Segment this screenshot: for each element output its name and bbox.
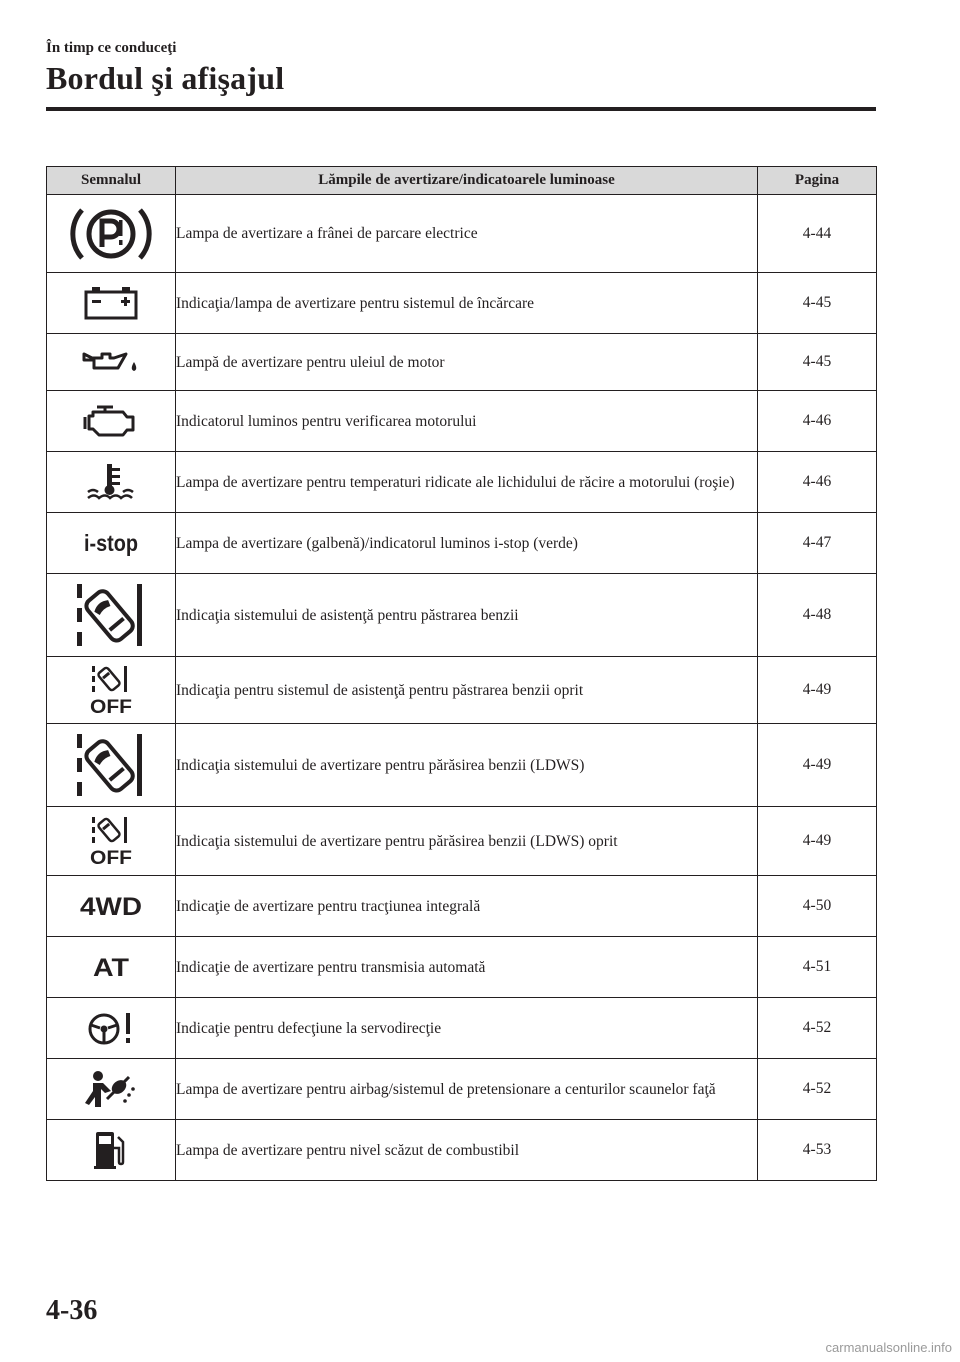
table-row (47, 574, 877, 657)
table-row (47, 452, 877, 513)
off-label: OFF (90, 848, 132, 868)
page-cell: 4-50 (758, 876, 877, 937)
page-cell: 4-46 (758, 391, 877, 452)
description-cell: Indicaţia sistemului de asistenţă pentru păstrarea benzii (176, 574, 758, 657)
i-stop-label: i-stop (84, 530, 138, 556)
signal-cell (47, 391, 176, 452)
table-row (47, 273, 877, 334)
off-label: OFF (90, 697, 132, 717)
signal-cell (47, 937, 176, 998)
page-cell: 4-45 (758, 273, 877, 334)
page-cell: 4-51 (758, 937, 877, 998)
page-number: 4-36 (46, 1295, 98, 1326)
table-row (47, 657, 877, 724)
battery-icon (84, 286, 138, 320)
table-header-row (47, 167, 877, 195)
4wd-label: 4WD (80, 893, 142, 921)
table-row (47, 1120, 877, 1181)
signal-cell (47, 724, 176, 807)
column-header-signal: Semnalul (47, 167, 176, 195)
column-header-description: Lămpile de avertizare/indicatoarele luminoase (176, 167, 758, 195)
description-cell: Lampa de avertizare pentru temperaturi ridicate ale lichidului de răcire a motorului (roşie) (176, 452, 758, 513)
description-cell: Lampă de avertizare pentru uleiul de motor (176, 334, 758, 391)
table-row (47, 998, 877, 1059)
warning-lights-table (46, 166, 877, 1181)
airbag-icon (85, 1069, 137, 1109)
lane-keep-assist-icon (71, 580, 151, 650)
electric-parking-brake-icon (69, 201, 153, 267)
table-row (47, 937, 877, 998)
signal-cell (47, 513, 176, 574)
page-cell: 4-49 (758, 807, 877, 876)
table-row (47, 391, 877, 452)
column-header-page: Pagina (758, 167, 877, 195)
signal-cell (47, 998, 176, 1059)
page-cell: 4-46 (758, 452, 877, 513)
title-divider (46, 107, 876, 111)
description-cell: Lampa de avertizare (galbenă)/indicatorul luminos i-stop (verde) (176, 513, 758, 574)
page-cell: 4-48 (758, 574, 877, 657)
table-row (47, 724, 877, 807)
page-cell: 4-52 (758, 998, 877, 1059)
signal-cell (47, 452, 176, 513)
page-cell: 4-52 (758, 1059, 877, 1120)
description-cell: Indicaţie pentru defecţiune la servodirecţie (176, 998, 758, 1059)
description-cell: Indicatorul luminos pentru verificarea motorului (176, 391, 758, 452)
page-title: Bordul şi afişajul (46, 60, 285, 96)
lane-departure-warning-icon (71, 730, 151, 800)
coolant-temperature-icon (85, 462, 137, 502)
description-cell: Indicaţia/lampa de avertizare pentru sistemul de încărcare (176, 273, 758, 334)
description-cell: Lampa de avertizare pentru airbag/sistemul de pretensionare a centurilor scaunelor faţă (176, 1059, 758, 1120)
lane-keep-assist-off-icon (86, 663, 136, 717)
i-stop-icon (81, 527, 141, 559)
lane-departure-warning-off-icon (86, 814, 136, 868)
table-row (47, 807, 877, 876)
page-cell: 4-44 (758, 195, 877, 273)
description-cell: Indicaţia sistemului de avertizare pentru părăsirea benzii (LDWS) (176, 724, 758, 807)
signal-cell (47, 1120, 176, 1181)
table-row (47, 876, 877, 937)
description-cell: Lampa de avertizare pentru nivel scăzut de combustibil (176, 1120, 758, 1181)
at-icon (89, 952, 133, 982)
check-engine-icon (83, 404, 139, 438)
description-cell: Lampa de avertizare a frânei de parcare electrice (176, 195, 758, 273)
at-label: AT (93, 954, 129, 982)
description-cell: Indicaţia pentru sistemul de asistenţă pentru păstrarea benzii oprit (176, 657, 758, 724)
signal-cell (47, 1059, 176, 1120)
page-cell: 4-45 (758, 334, 877, 391)
description-cell: Indicaţie de avertizare pentru transmisia automată (176, 937, 758, 998)
page-cell: 4-47 (758, 513, 877, 574)
signal-cell (47, 574, 176, 657)
description-cell: Indicaţia sistemului de avertizare pentru părăsirea benzii (LDWS) oprit (176, 807, 758, 876)
signal-cell (47, 807, 176, 876)
signal-cell (47, 195, 176, 273)
signal-cell (47, 273, 176, 334)
power-steering-icon (86, 1011, 136, 1045)
page-cell: 4-49 (758, 724, 877, 807)
oil-can-icon (82, 350, 140, 374)
watermark: carmanualsonline.info (825, 1340, 952, 1355)
low-fuel-icon (93, 1130, 129, 1170)
table-row (47, 334, 877, 391)
4wd-icon (76, 891, 146, 921)
table-row (47, 513, 877, 574)
table-row (47, 1059, 877, 1120)
page-cell: 4-49 (758, 657, 877, 724)
signal-cell (47, 334, 176, 391)
page-cell: 4-53 (758, 1120, 877, 1181)
description-cell: Indicaţie de avertizare pentru tracţiunea integrală (176, 876, 758, 937)
table-row (47, 195, 877, 273)
breadcrumb: În timp ce conduceţi (46, 40, 177, 56)
signal-cell (47, 876, 176, 937)
signal-cell (47, 657, 176, 724)
